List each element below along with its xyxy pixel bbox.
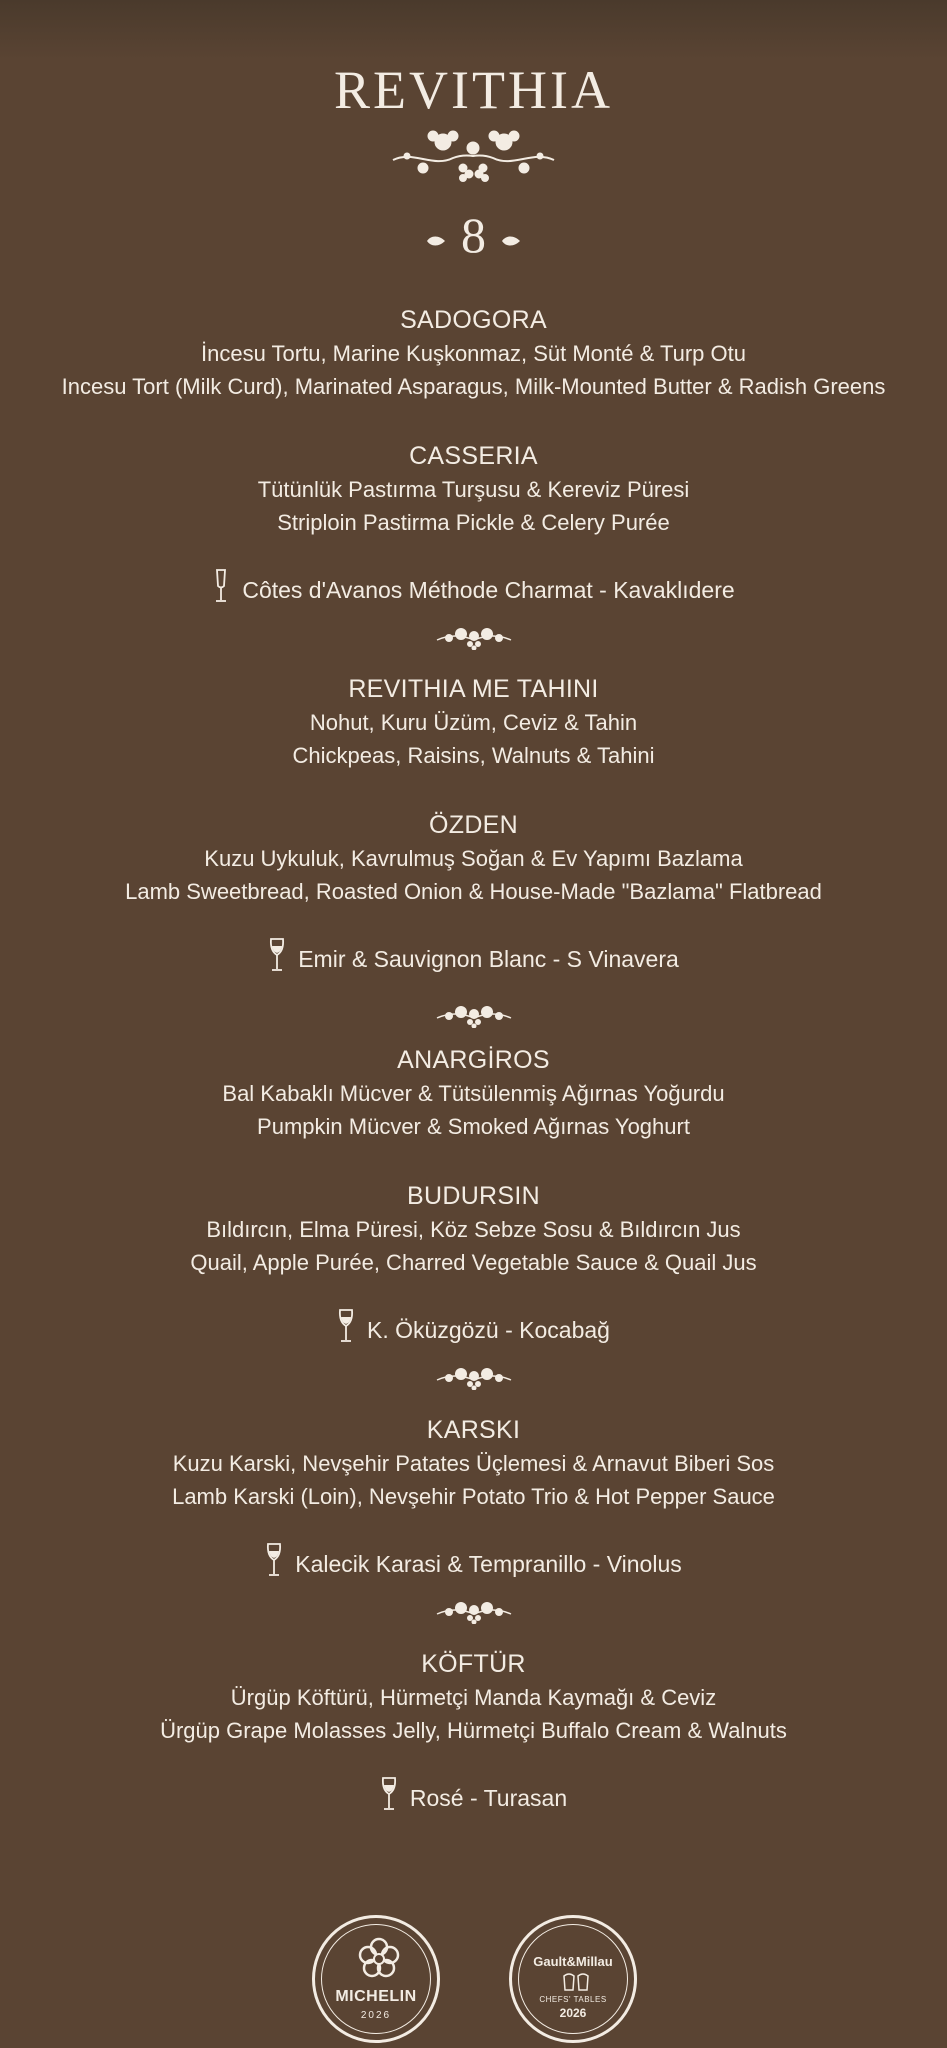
michelin-label: MICHELIN [335, 1988, 417, 2005]
course-description-en: Quail, Apple Purée, Charred Vegetable Sauce & Quail Jus [190, 1250, 757, 1275]
vine-divider-icon [435, 1002, 513, 1028]
gault-millau-brand: Gault&Millau [533, 1954, 613, 1969]
course-name: REVITHIA ME TAHINI [348, 675, 599, 703]
wine-pairing [0, 1547, 947, 1584]
course-sadogora [0, 303, 947, 403]
course-anargiros [0, 1043, 947, 1143]
course-description-tr: Bıldırcın, Elma Püresi, Köz Sebze Sosu & Bıldırcın Jus [206, 1217, 741, 1242]
course-koftur [0, 1647, 947, 1747]
gault-millau-sub: CHEFS' TABLES [539, 1995, 607, 2004]
leaf-right-icon [500, 235, 522, 247]
course-description-tr: İncesu Tortu, Marine Kuşkonmaz, Süt Monté & Turp Otu [201, 341, 746, 366]
michelin-flower-icon [356, 1936, 402, 1982]
wine-label: Kalecik Karasi & Tempranillo - Vinolus [295, 1551, 682, 1577]
wine-glass-icon [337, 1308, 355, 1344]
course-name: KARSKI [426, 1416, 521, 1444]
wine-pairing [0, 942, 947, 979]
wine-pairing [0, 1313, 947, 1350]
course-count [0, 200, 947, 270]
course-karski [0, 1413, 947, 1513]
vine-divider-icon [435, 1598, 513, 1624]
course-description-tr: Kuzu Uykuluk, Kavrulmuş Soğan & Ev Yapımı Bazlama [204, 846, 743, 871]
toque-icon [562, 1972, 590, 1992]
vine-divider-icon [435, 624, 513, 650]
course-description-en: Lamb Sweetbread, Roasted Onion & House-Made "Bazlama" Flatbread [125, 879, 822, 904]
vine-divider-icon [435, 1364, 513, 1390]
michelin-badge [312, 1915, 440, 2043]
course-description-tr: Ürgüp Köftürü, Hürmetçi Manda Kaymağı & Ceviz [230, 1685, 717, 1710]
course-name: SADOGORA [400, 306, 547, 334]
course-description-tr: Bal Kabaklı Mücver & Tütsülenmiş Ağırnas Yoğurdu [222, 1081, 725, 1106]
course-revithia-me-tahini [0, 672, 947, 772]
flute-glass-icon [212, 568, 230, 604]
michelin-year: 2026 [360, 2010, 392, 2021]
course-name: ÖZDEN [429, 811, 518, 839]
course-name: ANARGİROS [397, 1046, 550, 1074]
course-description-en: Pumpkin Mücver & Smoked Ağırnas Yoghurt [257, 1114, 690, 1139]
wine-glass-icon [268, 937, 286, 973]
course-name: BUDURSIN [407, 1182, 540, 1210]
course-description-en: Chickpeas, Raisins, Walnuts & Tahini [292, 743, 655, 768]
course-description-en: Striploin Pastirma Pickle & Celery Purée [277, 510, 670, 535]
grape-vine-ornament-icon [383, 128, 564, 184]
wine-label: Rosé - Turasan [409, 1785, 568, 1811]
gault-millau-year: 2026 [559, 2006, 587, 2020]
course-casseria [0, 439, 947, 539]
wine-label: Emir & Sauvignon Blanc - S Vinavera [298, 946, 679, 972]
wine-label: Côtes d'Avanos Méthode Charmat - Kavaklıdere [242, 577, 735, 603]
course-description-tr: Nohut, Kuru Üzüm, Ceviz & Tahin [309, 710, 638, 735]
leaf-left-icon [425, 235, 447, 247]
course-ozden [0, 808, 947, 908]
restaurant-title: REVITHIA [334, 60, 613, 120]
course-count-number: 8 [461, 207, 486, 263]
course-description-en: Incesu Tort (Milk Curd), Marinated Asparagus, Milk-Mounted Butter & Radish Greens [61, 374, 886, 399]
course-description-en: Lamb Karski (Loin), Nevşehir Potato Trio & Hot Pepper Sauce [172, 1484, 775, 1509]
course-description-en: Ürgüp Grape Molasses Jelly, Hürmetçi Buffalo Cream & Walnuts [160, 1718, 787, 1743]
wine-glass-icon [265, 1542, 283, 1578]
wine-pairing [0, 1781, 947, 1818]
gault-millau-badge [509, 1915, 637, 2043]
course-description-tr: Kuzu Karski, Nevşehir Patates Üçlemesi & Arnavut Biberi Sos [172, 1451, 775, 1476]
wine-glass-icon [380, 1776, 398, 1812]
wine-label: K. Öküzgözü - Kocabağ [367, 1317, 610, 1343]
wine-pairing [0, 573, 947, 610]
course-budursin [0, 1179, 947, 1279]
course-description-tr: Tütünlük Pastırma Turşusu & Kereviz Püresi [257, 477, 690, 502]
course-name: KÖFTÜR [421, 1650, 526, 1678]
course-name: CASSERIA [409, 442, 538, 470]
